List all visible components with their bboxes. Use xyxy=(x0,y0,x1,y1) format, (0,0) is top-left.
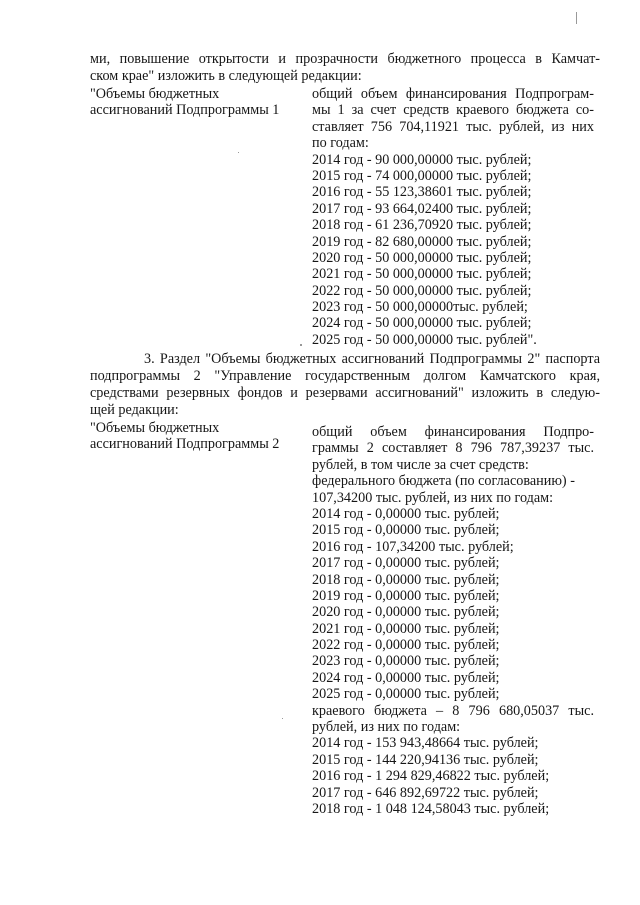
section1-year-line: 2017 год - 93 664,02400 тыс. рублей; xyxy=(312,200,532,217)
section2-year-line: 2014 год - 0,00000 тыс. рублей; xyxy=(312,505,500,522)
section2-year-line: 2014 год - 153 943,48664 тыс. рублей; xyxy=(312,735,539,752)
section1-year-line: 2020 год - 50 000,00000 тыс. рублей; xyxy=(312,249,532,266)
section1-line: мы 1 за счет средств краевого бюджета со- xyxy=(312,102,594,119)
section2-year-line: 2018 год - 1 048 124,58043 тыс. рублей; xyxy=(312,800,550,817)
section2-label-line: "Объемы бюджетных xyxy=(90,420,220,436)
section1-label xyxy=(90,86,300,118)
section1-year-line: 2014 год - 90 000,00000 тыс. рублей; xyxy=(312,151,532,168)
section2-line: общий объем финансирования Подпро- xyxy=(312,424,594,440)
section2-line: рублей, из них по годам: xyxy=(312,719,461,736)
section1-year-line: 2015 год - 74 000,00000 тыс. рублей; xyxy=(312,167,532,184)
section1-year-line: 2016 год - 55 123,38601 тыс. рублей; xyxy=(312,184,532,201)
section1-label-line: "Объемы бюджетных xyxy=(90,86,220,102)
section1-year-line: 2023 год - 50 000,00000тыс. рублей; xyxy=(312,299,528,316)
section2-year-line: 2015 год - 0,00000 тыс. рублей; xyxy=(312,522,500,539)
section2-year-line: 2018 год - 0,00000 тыс. рублей; xyxy=(312,571,500,588)
paragraph-3-line: средствами резервных фондов и резервами ассигнований" изложить в следую- xyxy=(90,385,600,401)
section1-line: общий объем финансирования Подпрограм- xyxy=(312,86,594,102)
section1-year-line: 2022 год - 50 000,00000 тыс. рублей; xyxy=(312,282,532,299)
section2-year-line: 2015 год - 144 220,94136 тыс. рублей; xyxy=(312,751,539,768)
section1-label-line: ассигнований Подпрограммы 1 xyxy=(90,102,280,118)
paragraph-3-line: 3. Раздел "Объемы бюджетных ассигнований Подпрограммы 2" паспорта xyxy=(144,351,600,367)
section2-line: 107,34200 тыс. рублей, из них по годам: xyxy=(312,489,554,506)
scan-speck xyxy=(238,152,239,153)
section1-line: по годам: xyxy=(312,135,369,152)
section2-year-line: 2019 год - 0,00000 тыс. рублей; xyxy=(312,587,500,604)
section1-year-line: 2025 год - 50 000,00000 тыс. рублей". xyxy=(312,331,537,348)
section2-year-line: 2021 год - 0,00000 тыс. рублей; xyxy=(312,620,500,637)
section1-year-line: 2021 год - 50 000,00000 тыс. рублей; xyxy=(312,266,532,283)
section2-line: граммы 2 составляет 8 796 787,39237 тыс. xyxy=(312,440,594,457)
section2-year-line: 2023 год - 0,00000 тыс. рублей; xyxy=(312,653,500,670)
intro-line: ми, повышение открытости и прозрачности бюджетного процесса в Камчат- xyxy=(90,51,600,67)
scan-speck xyxy=(300,344,302,346)
section1-line: ставляет 756 704,11921 тыс. рублей, из них xyxy=(312,118,594,135)
paragraph-3 xyxy=(90,351,600,419)
section1-content xyxy=(312,86,594,348)
scan-mark xyxy=(576,12,577,24)
section2-year-line: 2016 год - 1 294 829,46822 тыс. рублей; xyxy=(312,768,550,785)
section2-label xyxy=(90,420,300,452)
section2-year-line: 2020 год - 0,00000 тыс. рублей; xyxy=(312,604,500,621)
paragraph-3-line: щей редакции: xyxy=(90,402,179,418)
section2-line: рублей, в том числе за счет средств: xyxy=(312,456,529,473)
section2-year-line: 2017 год - 646 892,69722 тыс. рублей; xyxy=(312,784,539,801)
section1-year-line: 2024 год - 50 000,00000 тыс. рублей; xyxy=(312,315,532,332)
paragraph-3-line: подпрограммы 2 "Управление государственным долгом Камчатского края, xyxy=(90,368,600,384)
section2-year-line: 2025 год - 0,00000 тыс. рублей; xyxy=(312,686,500,703)
section2-year-line: 2017 год - 0,00000 тыс. рублей; xyxy=(312,555,500,572)
section2-year-line: 2024 год - 0,00000 тыс. рублей; xyxy=(312,669,500,686)
intro-line: ском крае" изложить в следующей редакции: xyxy=(90,68,362,84)
section2-year-line: 2022 год - 0,00000 тыс. рублей; xyxy=(312,637,500,654)
section1-year-line: 2019 год - 82 680,00000 тыс. рублей; xyxy=(312,233,532,250)
section1-year-line: 2018 год - 61 236,70920 тыс. рублей; xyxy=(312,217,532,234)
section2-label-line: ассигнований Подпрограммы 2 xyxy=(90,436,280,452)
section2-line: краевого бюджета – 8 796 680,05037 тыс. xyxy=(312,702,594,719)
section2-year-line: 2016 год - 107,34200 тыс. рублей; xyxy=(312,538,514,555)
intro-paragraph xyxy=(90,51,600,85)
section2-line: федерального бюджета (по согласованию) - xyxy=(312,473,575,490)
scan-speck xyxy=(282,718,283,719)
section2-content xyxy=(312,424,594,817)
